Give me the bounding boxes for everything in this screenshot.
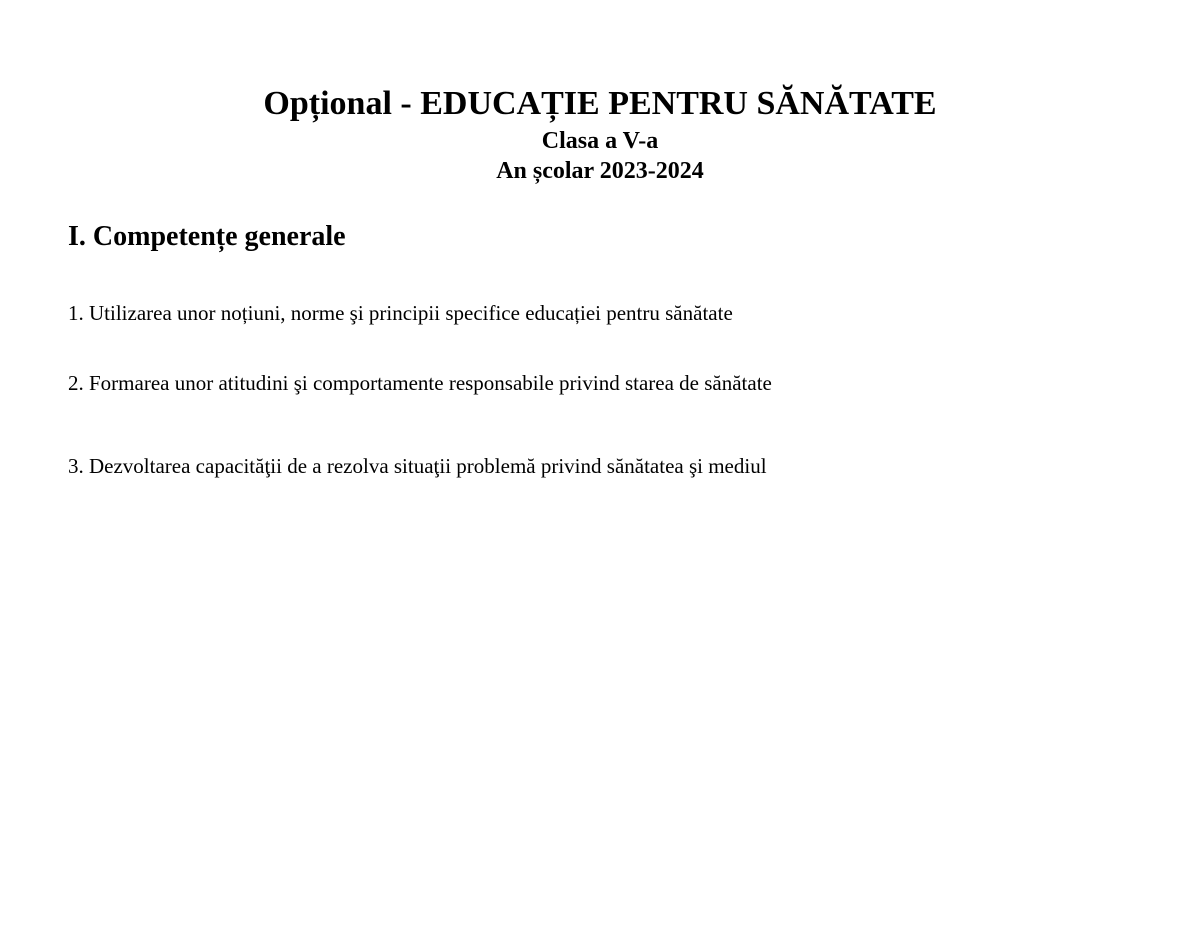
competence-item-2: 2. Formarea unor atitudini şi comportamente responsabile privind starea de sănătate <box>68 371 772 395</box>
school-year-line: An școlar 2023-2024 <box>496 158 704 184</box>
document-title: Opțional - EDUCAȚIE PENTRU SĂNĂTATE <box>263 85 937 122</box>
competence-item-3: 3. Dezvoltarea capacităţii de a rezolva situaţii problemă privind sănătatea şi mediul <box>68 454 767 478</box>
class-line: Clasa a V-a <box>541 128 659 154</box>
section-heading: I. Competențe generale <box>68 221 346 252</box>
competence-item-1: 1. Utilizarea unor noțiuni, norme şi principii specifice educației pentru sănătate <box>68 301 733 325</box>
